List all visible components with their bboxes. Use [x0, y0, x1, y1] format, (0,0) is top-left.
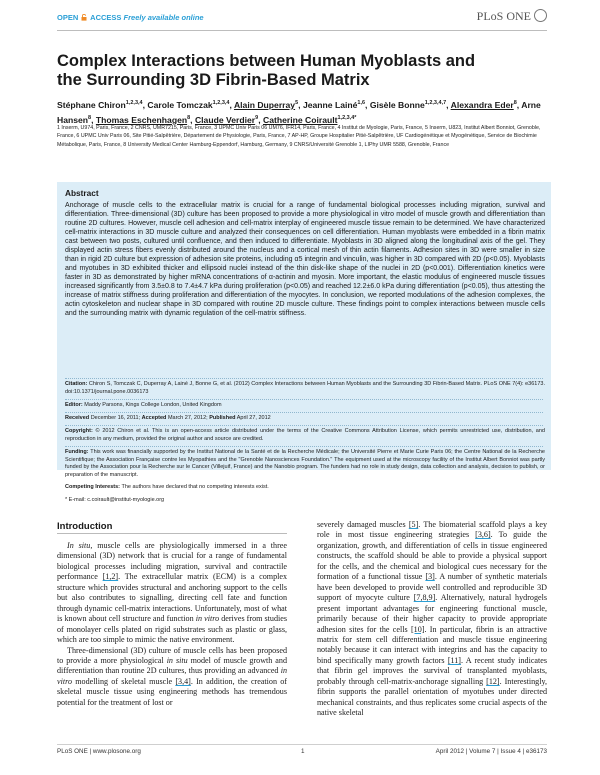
received-date: December 16, 2011;: [90, 415, 141, 421]
text-run: . The biomaterial scaffold plays a key role in most tissue engineering strategies: [317, 520, 547, 540]
affiliations: 1 Inserm, U974, Paris, France, 2 CNRS, UMR7215, Paris, France, 3 UPMC Univ Paris 06 UM76, IFR14, Paris, France, 4 Institut de Myologie, Paris, France, 5 Inserm, U823, Institut Albert Bonniot, Grenoble, France, 6 UPMC Univ Paris 06, Site Pitié-Salpêtrière, Département de Physiologie, Paris, France, 7 AP-HP, Groupe Hospitalier Pitié-Salpêtrière, UF Cardiogénétique et Myogénétique, Service de Biochimie Métabolique, Paris, France, 8 University Medical Center Hamburg-Eppendorf, Hamburg, Germany, 9 CNRS/Université Grenoble 1, LIPhy UMR 5588, Grenoble, France: [57, 125, 541, 148]
author-separator: ,: [142, 99, 148, 110]
reference-link[interactable]: [11]: [447, 655, 461, 665]
author-separator: ,: [190, 114, 195, 125]
text-run: . In addition, the creation of skeletal muscle tissue using engineering methods has tremendous potential for the treatment of lost or: [57, 676, 287, 707]
author-name[interactable]: Alexandra Eder: [450, 99, 514, 110]
paragraph: [317, 520, 547, 719]
right-column-text: [317, 520, 547, 719]
page-footer: [57, 748, 547, 760]
copyright-label: Copyright:: [65, 428, 93, 434]
text-run: . A number of synthetic materials have been developed to provide well controlled and reproducible 3D support of myocyte culture: [317, 572, 547, 603]
editor-text: Maddy Parsons, Kings College London, United Kingdom: [84, 402, 222, 408]
author-affiliation-marker: 1,6: [357, 100, 366, 106]
author-affiliation-marker: 8: [187, 114, 191, 121]
text-run: modelling of skeletal muscle: [72, 676, 176, 686]
abstract-divider: [65, 399, 543, 400]
title-line-2: the Surrounding 3D Fibrin-Based Matrix: [57, 71, 370, 89]
text-run: In situ: [67, 541, 91, 550]
author-separator: ,: [365, 99, 370, 110]
logo-text: PLoS ONE: [476, 9, 531, 23]
left-column-text: [57, 541, 287, 708]
introduction-heading: Introduction: [57, 521, 113, 532]
text-run: . Interestingly, fibrin supports the parallel orientation of myotubes under directed mechanical constraints, and thus replicates some crucial aspects of the native skeletal: [317, 676, 548, 718]
reference-link[interactable]: [1,2]: [102, 572, 119, 582]
author-affiliation-marker: 1,2,3,4,7: [424, 100, 447, 106]
paragraph: [57, 646, 287, 709]
author-name[interactable]: Jeanne Lainé: [302, 99, 358, 110]
accepted-date: March 27, 2012;: [167, 415, 208, 421]
introduction-divider: [57, 533, 287, 534]
open-label: OPEN: [57, 13, 79, 22]
freely-available-label: Freely available online: [123, 13, 204, 22]
open-access-badge[interactable]: [57, 13, 204, 22]
author-separator: ,: [298, 99, 303, 110]
paragraph: [57, 541, 287, 646]
reference-link[interactable]: [12]: [486, 676, 500, 686]
copyright-text: © 2012 Chiron et al. This is an open-access article distributed under the terms of the Creative Commons Attribution License, which permits unrestricted use, distribution, and reproduction in any medium, provided the original author and source are credited.: [65, 428, 545, 442]
abstract-box: [57, 182, 551, 478]
plos-one-logo[interactable]: [477, 9, 547, 24]
reference-link[interactable]: [10]: [410, 624, 425, 634]
abstract-text: Anchorage of muscle cells to the extracellular matrix is crucial for a range of fundamental biological processes including migration, survival and differentiation. Three-dimensional (3D) culture has been proposed to provide a more physiological in vitro model of muscle growth and differentiation than routine 2D cultures. However, muscle cell adhesion and cell-matrix interplay of engineered muscle tissue remain to be determined. We have characterized cell-matrix interactions in 3D muscle culture and analyzed their consequences on cell differentiation. Human myoblasts were embedded in a fibrin matrix cast between two posts, cultured until confluence, and then induced to differentiate. Myoblasts in 3D aligned along the longitudinal axis of the gel. They displayed actin stress fibers evenly distributed around the nucleus and a cortical mesh of thin actin filaments. Adhesion sites in 3D were smaller in size than in rigid 2D culture but expression of adhesion site proteins, including α5 integrin and vinculin, was higher in 3D compared with 2D (p<0.05). Myoblasts and myotubes in 3D exhibited thicker and ellipsoid nuclei instead of the thin disk-like shape of the nuclei in 2D (p<0.001). Differentiation kinetics were faster in 3D as demonstrated by higher mRNA concentrations of α-actinin and myosin. More important, the elastic modulus of engineered muscle tissues increased significantly from 3.5±0.8 to 7.4±4.7 kPa during proliferation (p<0.05) and reached 12.2±6.0 kPa during differentiation (p<0.05), thus attesting the increase of matrix stiffness during proliferation and differentiation of the myocytes. In conclusion, we reported modulations of the adhesion complexes, the actin cytoskeleton and nuclear shape in 3D compared with routine 2D muscle culture. These findings point to complex interactions between muscle cells and the surrounding matrix with dynamic regulation of the cell-matrix stiffness.: [65, 202, 545, 317]
author-separator: ,: [446, 99, 451, 110]
text-run: Three-dimensional (3D) culture of muscle cells has been proposed to provide a more physiological: [57, 645, 287, 665]
text-run: . The extracellular matrix (ECM) is a complex structure which provides structural and anchoring support to the cells but also contributes to signalling, directing cell fate and function through dynamic cell-matrix interactions. Unfortunately, most of what is known about cell structure and function: [57, 572, 288, 624]
reference-link[interactable]: [3,4]: [175, 676, 191, 686]
funding-text: This work was financially supported by the Institut National de la Santé et de la Recherche Médicale; the Université Pierre et Marie Curie Paris 06; the Centre National de la Recherche Scientifique; the Association Française contre les Myopathies and the "Grenoble Nanosciences Foundation." The equipment used at the microscopy facility of the Institut Albert Bonniot was partly funded by the Association pour la Recherche sur le Cancer (Villejuif, France) and the Nanobio program. The funders had no role in study design, data collection and analysis, decision to publish, or preparation of the manuscript.: [65, 449, 545, 478]
text-run: . A recent study indicates that fibrin gel improves the survival of transplanted myoblasts, probably through cell-matrix-anchorage signalling: [317, 655, 547, 686]
author-affiliation-marker: 8: [88, 114, 92, 121]
reference-link[interactable]: [3]: [425, 572, 435, 582]
abstract-divider: [65, 446, 543, 447]
text-run: in vitro: [195, 614, 220, 624]
access-label: ACCESS: [90, 13, 122, 22]
author-name[interactable]: Gisèle Bonne: [369, 99, 425, 110]
funding-block: [65, 449, 545, 479]
text-run: , muscle cells are physiologically immersed in a three dimensional (3D) network that is crucial for a range of fundamental biological processes including migration, survival and contractile performance: [57, 541, 287, 582]
funding-label: Funding:: [65, 449, 89, 455]
article-title: [57, 52, 557, 90]
reference-link[interactable]: [3,6]: [475, 530, 491, 540]
author-separator: ,: [91, 114, 96, 125]
editor-label: Editor:: [65, 402, 83, 408]
author-affiliation-marker: 1,2,3,4: [125, 100, 143, 106]
accepted-label: Accepted: [141, 415, 167, 421]
text-run: . In particular, fibrin is an attractive matrix for stem cell differentiation and muscle tissue engineering notably because it can interact with integrins and has the capacity to bind specifically many growth factors: [317, 624, 547, 665]
author-name[interactable]: Alain Duperray: [233, 99, 296, 110]
reference-link[interactable]: [7,8,9]: [413, 593, 436, 603]
author-name[interactable]: Thomas Eschenhagen: [95, 114, 188, 125]
author-name[interactable]: Catherine Coirault: [262, 114, 338, 125]
author-name[interactable]: Carole Tomczak: [147, 99, 213, 110]
text-run: model of muscle growth and differentiation than routine 2D cultures, thus providing an advanced: [57, 655, 287, 676]
received-label: Received: [65, 415, 90, 421]
abstract-divider: [65, 425, 543, 426]
open-access-lock-icon: [81, 14, 87, 21]
author-separator: ,: [516, 99, 522, 110]
editor-block: [65, 402, 545, 410]
text-run: in situ: [166, 655, 188, 665]
footer-journal[interactable]: PLoS ONE | www.plosone.org: [57, 748, 141, 755]
author-affiliation-marker: 1,2,3,4: [212, 100, 230, 106]
text-run: derives from studies of monolayer cells plated on rigid substrates such as plastic or glass, which are too simple to mimic the native environment.: [57, 614, 287, 645]
author-affiliation-marker: 9: [255, 114, 259, 121]
abstract-divider: [65, 412, 543, 413]
author-name[interactable]: Arne Hansen: [57, 99, 541, 125]
abstract-heading: Abstract: [65, 188, 99, 198]
competing-interests-block: [65, 484, 545, 492]
author-name[interactable]: Stéphane Chiron: [57, 99, 126, 110]
email-line[interactable]: * E-mail: c.coirault@institut-myologie.org: [65, 497, 165, 503]
citation-label: Citation:: [65, 381, 88, 387]
citation-block: [65, 381, 545, 396]
header-divider: [57, 30, 547, 31]
competing-text: The authors have declared that no competing interests exist.: [121, 484, 269, 490]
author-list: [57, 97, 552, 127]
page-number: 1: [301, 748, 305, 755]
published-label: Published: [209, 415, 236, 421]
footer-issue: April 2012 | Volume 7 | Issue 4 | e36173: [435, 748, 547, 755]
text-run: . Alternatively, natural hydrogels present important advantages for engineering functional muscle, primarily because of their higher capacity to provide appropriate adhesion sites for the cells: [317, 593, 547, 634]
text-run: in vitro: [57, 666, 287, 686]
author-separator: ,: [258, 114, 263, 125]
published-date: April 27, 2012: [236, 415, 271, 421]
author-affiliation-marker: 8: [513, 100, 517, 106]
author-affiliation-marker: 1,2,3,4*: [337, 114, 357, 121]
dates-block: [65, 415, 545, 423]
title-line-1: Complex Interactions between Human Myoblasts and: [57, 52, 476, 70]
plos-logo-circle-icon: [534, 9, 547, 22]
author-name[interactable]: Claude Verdier: [194, 114, 256, 125]
citation-text[interactable]: Chiron S, Tomczak C, Duperray A, Lainé J, Bonne G, et al. (2012) Complex Interactions between Human Myoblasts and the Surrounding 3D Fibrin-Based Matrix. PLoS ONE 7(4): e36173. doi:10.1371/journal.pone.0036173: [65, 381, 545, 395]
copyright-block: [65, 428, 545, 443]
footer-divider: [57, 744, 547, 745]
abstract-divider: [65, 378, 543, 379]
text-run: . To guide the organization, growth, and differentiation of cells in tissue engineered constructs, the scaffold should be able to provide a physical support for the cells, and the chemical and biological cues necessary for the formation of a functional tissue: [317, 530, 548, 582]
journal-header: [57, 11, 547, 27]
author-separator: ,: [229, 99, 234, 110]
author-affiliation-marker: 5: [295, 100, 299, 106]
text-run: severely damaged muscles: [317, 520, 409, 529]
reference-link[interactable]: [5]: [408, 520, 419, 529]
competing-label: Competing Interests:: [65, 484, 121, 490]
